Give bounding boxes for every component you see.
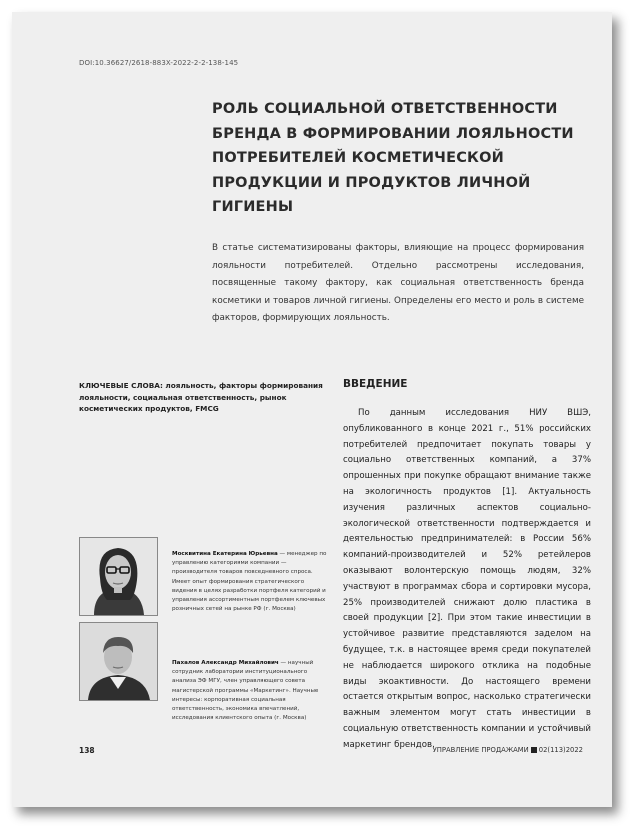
author-desc-1: — менеджер по управлению категориями компании — производителя товаров повседневного спроса. Имеет опыт формирования стратегического видения в целях разработки портфеля категорий и управления ассортиментным портфелем ключевых розничных сетей на рынке РФ (г. Москва) (172, 551, 327, 613)
author-photo-2 (79, 622, 158, 701)
author-portrait-man-icon (80, 623, 157, 700)
journal-footer (433, 746, 583, 754)
section-heading: ВВЕДЕНИЕ (343, 378, 408, 390)
author-photo-1 (79, 537, 158, 616)
intro-text: По данным исследования НИУ ВШЭ, опубликованного в конце 2021 г., 51% российских потребителей предпочитает покупать товары у социально ответственных компаний, а 37% опрошенных при покупке обращают внимание также на экологичность продуктов [1]. Актуальность изучения различных аспектов социально-экологической ответственности подтверждается и деятельностью предпринимателей: в России 56% компаний-производителей и 52% ретейлеров оказывают волонтерскую помощь людям, 32% участвуют в программах сбора и сортировки мусора, 25% производителей снижают долю пластика в своей продукции [2]. При этом такие инвестиции в устойчивое развитие представляются заделом на будущее, т.к. в настоящее время среди покупателей не наблюдается широкого отклика на подобные виды экоактивности. До настоящего времени остается открытым вопрос, насколько стратегически важным элементом могут стать инвестиции в социальную ответственность компании и устойчивый маркетинг брендов. (343, 408, 591, 750)
author-name-2: Пахалов Александр Михайлович (172, 660, 279, 666)
journal-issue: 02(113)2022 (538, 746, 583, 754)
author-bio-2 (172, 659, 330, 723)
author-desc-2: — научный сотрудник лаборатории институционального анализа ЭФ МГУ, член управляющего совета магистерской программы «Маркетинг». Научные интересы: корпоративная социальная ответственность, экономика впечатлений, исследования клиентского опыта (г. Москва) (172, 660, 319, 722)
journal-name: УПРАВЛЕНИЕ ПРОДАЖАМИ (432, 746, 529, 754)
page-number: 138 (79, 746, 95, 755)
author-name-1: Москвитина Екатерина Юрьевна (172, 551, 278, 557)
doi: DOI:10.36627/2618-883X-2022-2-2-138-145 (79, 59, 239, 67)
author-portrait-woman-icon (80, 538, 157, 615)
article-title: РОЛЬ СОЦИАЛЬНОЙ ОТВЕТСТВЕННОСТИ БРЕНДА В ФОРМИРОВАНИИ ЛОЯЛЬНОСТИ ПОТРЕБИТЕЛЕЙ КОСМЕТИЧЕСКОЙ ПРОДУКЦИИ И ПРОДУКТОВ ЛИЧНОЙ ГИГИЕНЫ (212, 101, 574, 215)
square-separator-icon (531, 747, 537, 753)
keywords: КЛЮЧЕВЫЕ СЛОВА: лояльность, факторы формирования лояльности, социальная ответственность, рынок косметических продуктов, FMCG (79, 381, 323, 413)
abstract: В статье систематизированы факторы, влияющие на процесс формирования лояльности потребителей. Отдельно рассмотрены исследования, посвященные такому фактору, как социальная ответственность бренда косметики и товаров личной гигиены. Определены его место и роль в системе факторов, формирующих лояльность. (212, 243, 584, 323)
journal-page (12, 12, 612, 807)
author-bio-1 (172, 550, 330, 614)
